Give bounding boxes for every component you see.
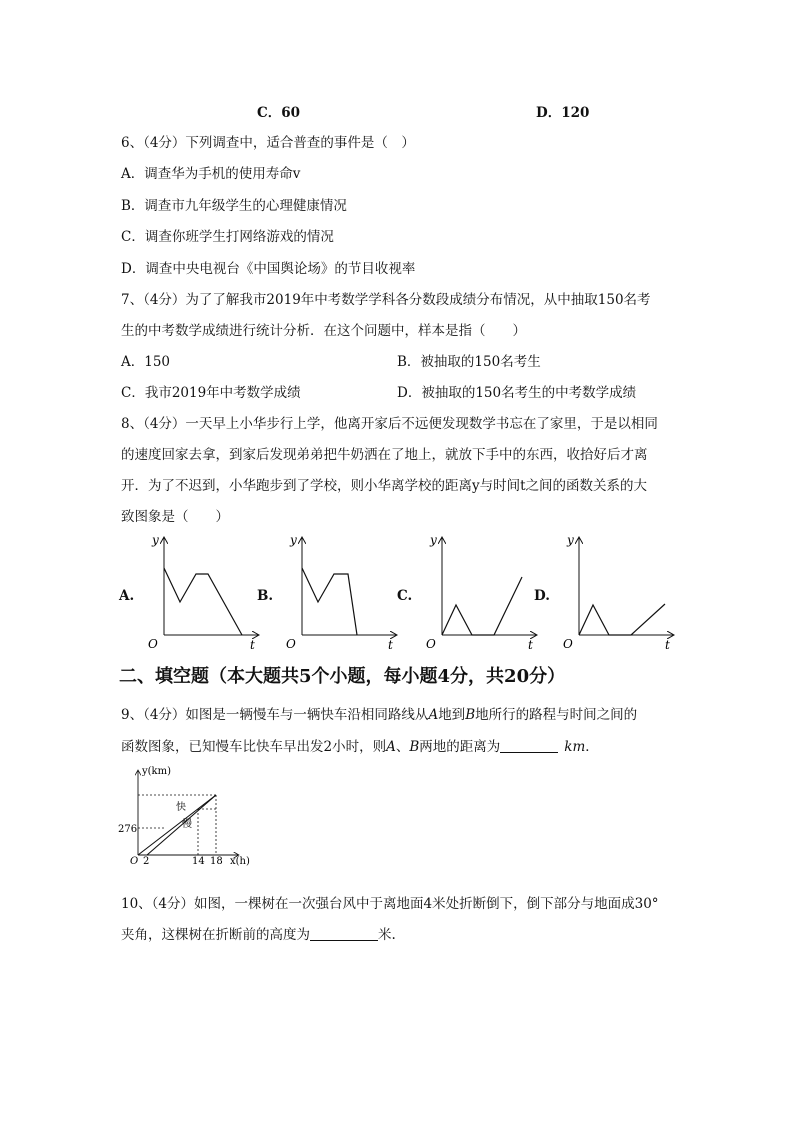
q9-stem-line1: 9、（4分）如图是一辆慢车与一辆快车沿相同路线从A地到B地所行的路程与时间之间的: [121, 707, 638, 723]
q6-option-c: C．调查你班学生打网络游戏的情况: [121, 229, 334, 245]
q10-stem-line1: 10、（4分）如图，一棵树在一次强台风中于离地面4米处折断倒下，倒下部分与地面成30°: [121, 896, 659, 912]
q7-option-a: A．150: [121, 354, 171, 370]
answer-blank[interactable]: [310, 926, 378, 941]
q8-graph-c: [418, 530, 548, 655]
q8-stem-line3: 开．为了不迟到，小华跑步到了学校，则小华离学校的距离y与时间t之间的函数关系的大: [121, 478, 648, 494]
q9-stem-line2: 函数图象，已知慢车比快车早出发2小时，则A、B两地的距离为 km．: [121, 739, 599, 755]
q8-label-c: C.: [397, 588, 413, 604]
q7-option-c: C．我市2019年中考数学成绩: [121, 385, 301, 401]
fast-label: 快: [176, 802, 186, 813]
y-axis-label: y(km): [142, 766, 171, 777]
x-tick-2: 2: [143, 856, 150, 867]
q7-stem-line2: 生的中考数学成绩进行统计分析．在这个问题中，样本是指（ ）: [121, 323, 526, 339]
origin-label: O: [286, 637, 296, 651]
q8-stem-line2: 的速度回家去拿，到家后发现弟弟把牛奶洒在了地上，就放下手中的东西，收拾好后才离: [121, 447, 648, 463]
q8-label-a: A.: [119, 588, 135, 604]
section-heading: 二、填空题（本大题共5个小题，每小题4分，共20分）: [119, 666, 566, 687]
q8-graph-a: [140, 530, 270, 655]
axis-x-label: t: [528, 638, 533, 652]
axis-y-label: y: [567, 533, 574, 547]
q8-stem-line1: 8、（4分）一天早上小华步行上学，他离开家后不远便发现数学书忘在了家里，于是以相同: [121, 416, 658, 432]
q7-option-b: B．被抽取的150名考生: [397, 354, 541, 370]
axis-y-label: y: [152, 533, 159, 547]
y-tick: 276: [118, 824, 138, 835]
origin-label: O: [426, 637, 436, 651]
axis-x-label: t: [665, 638, 670, 652]
origin-label: O: [563, 637, 573, 651]
axis-x-label: t: [250, 638, 255, 652]
q5-option-d: D．120: [536, 105, 590, 121]
x-tick-14: 14: [192, 856, 205, 867]
origin-label: O: [148, 637, 158, 651]
x-tick-18: 18: [210, 856, 223, 867]
q10-stem-line2: 夹角，这棵树在折断前的高度为 米.: [121, 927, 396, 943]
q7-option-d: D．被抽取的150名考生的中考数学成绩: [397, 385, 637, 401]
q8-graph-d: [555, 530, 685, 655]
q6-option-a: A．调查华为手机的使用寿命v: [121, 166, 301, 182]
q8-stem-line4: 致图象是（ ）: [121, 509, 229, 525]
q6-option-b: B．调查市九年级学生的心理健康情况: [121, 198, 347, 214]
q6-option-d: D．调查中央电视台《中国舆论场》的节目收视率: [121, 261, 416, 277]
axis-y-label: y: [290, 533, 297, 547]
axis-y-label: y: [430, 533, 437, 547]
axis-x-label: t: [388, 638, 393, 652]
q8-label-d: D.: [534, 588, 550, 604]
q8-label-b: B.: [257, 588, 274, 604]
q7-stem-line1: 7、（4分）为了了解我市2019年中考数学学科各分数段成绩分布情况，从中抽取150名考: [121, 292, 651, 308]
q6-stem: 6、（4分）下列调查中，适合普查的事件是（ ）: [121, 135, 415, 151]
x-axis-label: x(h): [230, 856, 250, 867]
q9-figure: [114, 765, 254, 870]
slow-label: 慢: [182, 819, 192, 830]
origin-label: O: [130, 856, 139, 867]
answer-blank[interactable]: [500, 738, 558, 753]
q8-graph-b: [278, 530, 408, 655]
q5-option-c: C．60: [257, 105, 301, 121]
